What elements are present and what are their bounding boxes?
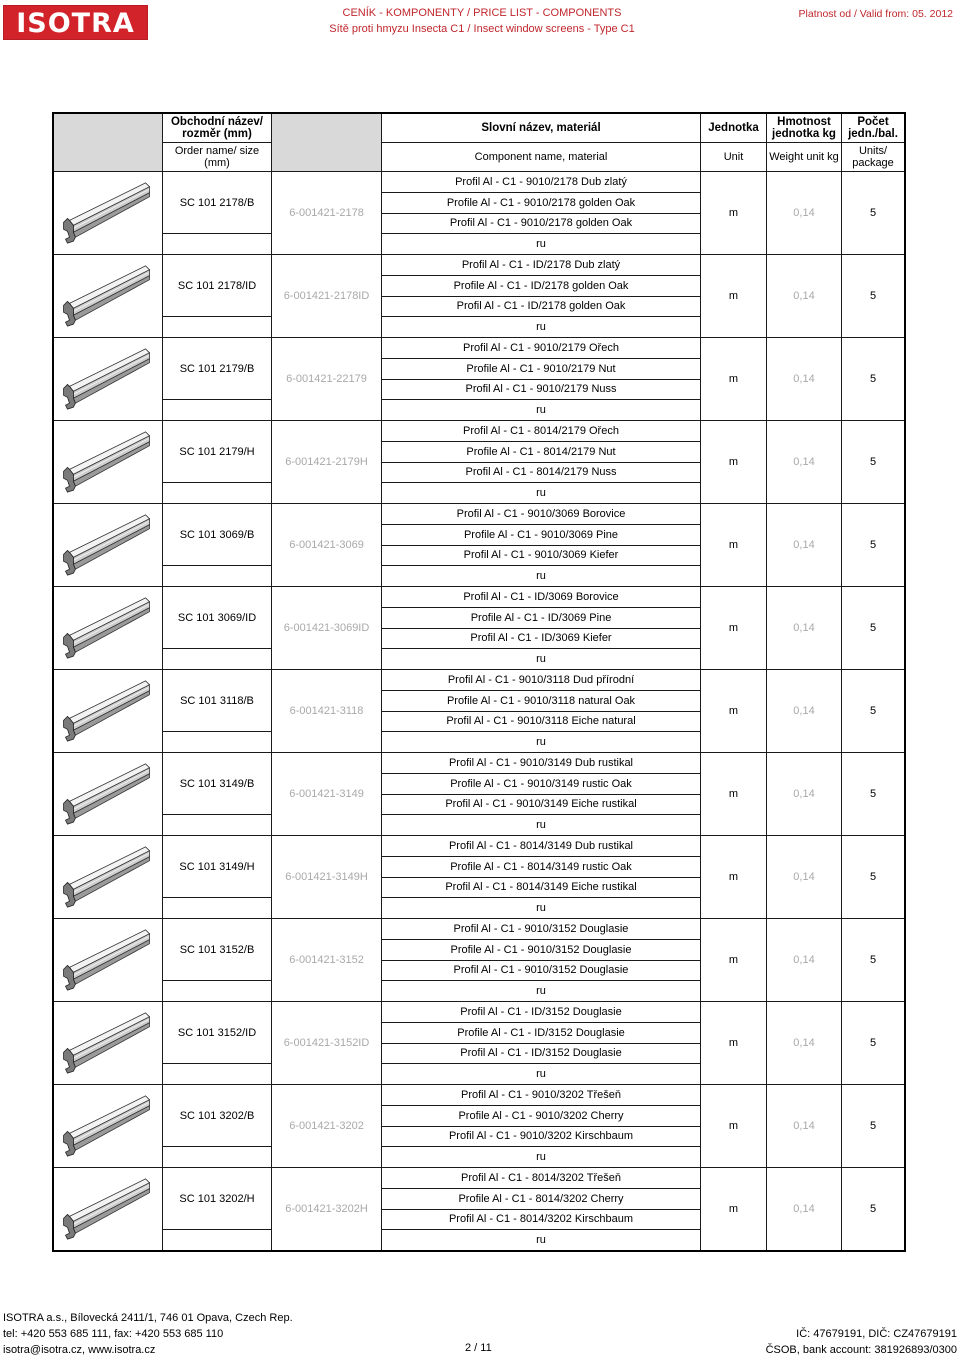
header-component-en: Component name, material xyxy=(382,143,700,171)
weight-value: 0,14 xyxy=(767,172,841,254)
weight-value: 0,14 xyxy=(767,670,841,752)
product-image-cell xyxy=(54,338,162,420)
valid-from-date: Platnost od / Valid from: 05. 2012 xyxy=(798,8,953,20)
component-name-de: Profil Al - C1 - 9010/3069 Kiefer xyxy=(382,546,700,566)
component-name-ru: ru xyxy=(382,317,700,337)
component-name-de: Profil Al - C1 - 9010/3202 Kirschbaum xyxy=(382,1127,700,1147)
component-name-cz: Profil Al - C1 - 9010/2179 Ořech xyxy=(382,338,700,358)
header-unit-cz: Jednotka xyxy=(701,114,766,142)
isotra-logo: ISOTRA xyxy=(3,5,148,40)
unit-value: m xyxy=(701,1085,766,1167)
aluminium-profile-image xyxy=(54,670,162,752)
product-image-cell xyxy=(54,504,162,586)
weight-value: 0,14 xyxy=(767,255,841,337)
component-name-de: Profil Al - C1 - ID/3152 Douglasie xyxy=(382,1044,700,1064)
product-image-cell xyxy=(54,421,162,503)
component-name-cz: Profil Al - C1 - 9010/3202 Třešeň xyxy=(382,1085,700,1105)
product-image-cell xyxy=(54,1168,162,1250)
order-name: SC 101 3069/ID xyxy=(163,587,271,648)
unit-value: m xyxy=(701,338,766,420)
order-code: 6-001421-3149H xyxy=(272,836,381,918)
aluminium-profile-image xyxy=(54,1002,162,1084)
order-code: 6-001421-2178 xyxy=(272,172,381,254)
component-name-cz: Profil Al - C1 - 9010/2178 Dub zlatý xyxy=(382,172,700,192)
aluminium-profile-image xyxy=(54,919,162,1001)
component-name-en: Profile Al - C1 - 9010/3202 Cherry xyxy=(382,1106,700,1126)
order-name-blank-cell xyxy=(163,317,271,337)
order-code: 6-001421-3152ID xyxy=(272,1002,381,1084)
component-name-ru: ru xyxy=(382,981,700,1001)
order-code: 6-001421-3118 xyxy=(272,670,381,752)
price-list-table xyxy=(52,112,906,1252)
order-name-blank-cell xyxy=(163,815,271,835)
component-name-de: Profil Al - C1 - 9010/3152 Douglasie xyxy=(382,961,700,981)
order-name-blank-cell xyxy=(163,732,271,752)
component-name-cz: Profil Al - C1 - 8014/3202 Třešeň xyxy=(382,1168,700,1188)
product-image-cell xyxy=(54,1002,162,1084)
units-per-package: 5 xyxy=(842,670,904,752)
order-name-blank-cell xyxy=(163,400,271,420)
aluminium-profile-image xyxy=(54,421,162,503)
component-name-ru: ru xyxy=(382,1147,700,1167)
component-name-cz: Profil Al - C1 - 9010/3152 Douglasie xyxy=(382,919,700,939)
unit-value: m xyxy=(701,172,766,254)
component-name-ru: ru xyxy=(382,1230,700,1250)
page-number: 2 / 11 xyxy=(465,1342,492,1354)
unit-value: m xyxy=(701,836,766,918)
order-name-blank-cell xyxy=(163,649,271,669)
footer-phone: tel: +420 553 685 111, fax: +420 553 685 110 xyxy=(3,1328,224,1340)
document-title: CENÍK - KOMPONENTY / PRICE LIST - COMPONENTS xyxy=(342,7,622,19)
component-name-ru: ru xyxy=(382,483,700,503)
order-name: SC 101 2178/B xyxy=(163,172,271,233)
component-name-cz: Profil Al - C1 - ID/3069 Borovice xyxy=(382,587,700,607)
order-name: SC 101 3152/B xyxy=(163,919,271,980)
product-image-cell xyxy=(54,172,162,254)
unit-value: m xyxy=(701,919,766,1001)
order-name: SC 101 3069/B xyxy=(163,504,271,565)
unit-value: m xyxy=(701,255,766,337)
weight-value: 0,14 xyxy=(767,1085,841,1167)
order-name-blank-cell xyxy=(163,1064,271,1084)
footer-bank-account: ČSOB, bank account: 381926893/0300 xyxy=(765,1344,957,1356)
order-code: 6-001421-3202H xyxy=(272,1168,381,1250)
component-name-en: Profile Al - C1 - 9010/2179 Nut xyxy=(382,359,700,379)
order-code: 6-001421-2179H xyxy=(272,421,381,503)
header-weight-cz: Hmotnost jednotka kg xyxy=(767,114,841,142)
weight-value: 0,14 xyxy=(767,836,841,918)
order-name: SC 101 3118/B xyxy=(163,670,271,731)
component-name-ru: ru xyxy=(382,566,700,586)
component-name-en: Profile Al - C1 - 8014/3202 Cherry xyxy=(382,1189,700,1209)
weight-value: 0,14 xyxy=(767,919,841,1001)
units-per-package: 5 xyxy=(842,1002,904,1084)
aluminium-profile-image xyxy=(54,587,162,669)
units-per-package: 5 xyxy=(842,255,904,337)
component-name-en: Profile Al - C1 - 9010/3152 Douglasie xyxy=(382,940,700,960)
unit-value: m xyxy=(701,504,766,586)
component-name-ru: ru xyxy=(382,898,700,918)
footer-web: isotra@isotra.cz, www.isotra.cz xyxy=(3,1344,156,1356)
units-per-package: 5 xyxy=(842,587,904,669)
units-per-package: 5 xyxy=(842,421,904,503)
product-image-cell xyxy=(54,1085,162,1167)
component-name-de: Profil Al - C1 - 9010/3118 Eiche natural xyxy=(382,712,700,732)
order-name: SC 101 3202/B xyxy=(163,1085,271,1146)
component-name-de: Profil Al - C1 - 8014/3149 Eiche rustikal xyxy=(382,878,700,898)
weight-value: 0,14 xyxy=(767,587,841,669)
unit-value: m xyxy=(701,753,766,835)
component-name-en: Profile Al - C1 - 8014/2179 Nut xyxy=(382,442,700,462)
weight-value: 0,14 xyxy=(767,338,841,420)
units-per-package: 5 xyxy=(842,338,904,420)
order-name: SC 101 3149/H xyxy=(163,836,271,897)
unit-value: m xyxy=(701,587,766,669)
component-name-cz: Profil Al - C1 - 9010/3149 Dub rustikal xyxy=(382,753,700,773)
aluminium-profile-image xyxy=(54,1168,162,1250)
header-unit-en: Unit xyxy=(701,143,766,171)
component-name-ru: ru xyxy=(382,732,700,752)
weight-value: 0,14 xyxy=(767,421,841,503)
header-image-column xyxy=(54,114,162,171)
component-name-ru: ru xyxy=(382,1064,700,1084)
component-name-en: Profile Al - C1 - 9010/2178 golden Oak xyxy=(382,193,700,213)
aluminium-profile-image xyxy=(54,836,162,918)
unit-value: m xyxy=(701,421,766,503)
component-name-cz: Profil Al - C1 - 9010/3118 Dud přírodní xyxy=(382,670,700,690)
header-count-cz: Počet jedn./bal. xyxy=(842,114,904,142)
component-name-cz: Profil Al - C1 - 8014/2179 Ořech xyxy=(382,421,700,441)
order-code: 6-001421-3149 xyxy=(272,753,381,835)
header-count-en: Units/ package xyxy=(842,143,904,171)
product-image-cell xyxy=(54,670,162,752)
component-name-de: Profil Al - C1 - 9010/3149 Eiche rustikal xyxy=(382,795,700,815)
order-code: 6-001421-3152 xyxy=(272,919,381,1001)
product-image-cell xyxy=(54,255,162,337)
product-image-cell xyxy=(54,587,162,669)
header-order-code-column xyxy=(272,114,381,171)
component-name-ru: ru xyxy=(382,234,700,254)
order-code: 6-001421-3069ID xyxy=(272,587,381,669)
weight-value: 0,14 xyxy=(767,1168,841,1250)
weight-value: 0,14 xyxy=(767,504,841,586)
component-name-en: Profile Al - C1 - ID/2178 golden Oak xyxy=(382,276,700,296)
product-image-cell xyxy=(54,753,162,835)
component-name-de: Profil Al - C1 - ID/2178 golden Oak xyxy=(382,297,700,317)
units-per-package: 5 xyxy=(842,1085,904,1167)
units-per-package: 5 xyxy=(842,836,904,918)
order-name: SC 101 2179/H xyxy=(163,421,271,482)
order-name: SC 101 3152/ID xyxy=(163,1002,271,1063)
header-weight-en: Weight unit kg xyxy=(767,143,841,171)
component-name-de: Profil Al - C1 - 8014/3202 Kirschbaum xyxy=(382,1210,700,1230)
units-per-package: 5 xyxy=(842,504,904,586)
unit-value: m xyxy=(701,1168,766,1250)
units-per-package: 5 xyxy=(842,1168,904,1250)
header-component-cz: Slovní název, materiál xyxy=(382,114,700,142)
aluminium-profile-image xyxy=(54,338,162,420)
aluminium-profile-image xyxy=(54,504,162,586)
component-name-de: Profil Al - C1 - 9010/2179 Nuss xyxy=(382,380,700,400)
component-name-ru: ru xyxy=(382,649,700,669)
weight-value: 0,14 xyxy=(767,753,841,835)
order-name-blank-cell xyxy=(163,234,271,254)
product-image-cell xyxy=(54,836,162,918)
aluminium-profile-image xyxy=(54,172,162,254)
aluminium-profile-image xyxy=(54,1085,162,1167)
aluminium-profile-image xyxy=(54,255,162,337)
component-name-en: Profile Al - C1 - 9010/3118 natural Oak xyxy=(382,691,700,711)
order-code: 6-001421-3069 xyxy=(272,504,381,586)
order-name-blank-cell xyxy=(163,566,271,586)
header-order-name-cz: Obchodní název/ rozměr (mm) xyxy=(163,114,271,142)
order-name: SC 101 2178/ID xyxy=(163,255,271,316)
component-name-cz: Profil Al - C1 - ID/3152 Douglasie xyxy=(382,1002,700,1022)
component-name-en: Profile Al - C1 - 9010/3149 rustic Oak xyxy=(382,774,700,794)
unit-value: m xyxy=(701,1002,766,1084)
component-name-cz: Profil Al - C1 - 8014/3149 Dub rustikal xyxy=(382,836,700,856)
component-name-cz: Profil Al - C1 - 9010/3069 Borovice xyxy=(382,504,700,524)
units-per-package: 5 xyxy=(842,172,904,254)
footer-address: ISOTRA a.s., Bílovecká 2411/1, 746 01 Opava, Czech Rep. xyxy=(3,1312,293,1324)
order-name-blank-cell xyxy=(163,1147,271,1167)
component-name-en: Profile Al - C1 - 8014/3149 rustic Oak xyxy=(382,857,700,877)
component-name-ru: ru xyxy=(382,815,700,835)
order-code: 6-001421-22179 xyxy=(272,338,381,420)
units-per-package: 5 xyxy=(842,753,904,835)
order-name: SC 101 3149/B xyxy=(163,753,271,814)
order-name: SC 101 2179/B xyxy=(163,338,271,399)
unit-value: m xyxy=(701,670,766,752)
order-code: 6-001421-3202 xyxy=(272,1085,381,1167)
component-name-cz: Profil Al - C1 - ID/2178 Dub zlatý xyxy=(382,255,700,275)
component-name-en: Profile Al - C1 - 9010/3069 Pine xyxy=(382,525,700,545)
component-name-en: Profile Al - C1 - ID/3069 Pine xyxy=(382,608,700,628)
aluminium-profile-image xyxy=(54,753,162,835)
order-name-blank-cell xyxy=(163,981,271,1001)
component-name-ru: ru xyxy=(382,400,700,420)
units-per-package: 5 xyxy=(842,919,904,1001)
product-image-cell xyxy=(54,919,162,1001)
component-name-de: Profil Al - C1 - 9010/2178 golden Oak xyxy=(382,214,700,234)
order-name-blank-cell xyxy=(163,483,271,503)
footer-company-ids: IČ: 47679191, DIČ: CZ47679191 xyxy=(796,1328,957,1340)
order-name-blank-cell xyxy=(163,898,271,918)
component-name-en: Profile Al - C1 - ID/3152 Douglasie xyxy=(382,1023,700,1043)
order-code: 6-001421-2178ID xyxy=(272,255,381,337)
weight-value: 0,14 xyxy=(767,1002,841,1084)
component-name-de: Profil Al - C1 - 8014/2179 Nuss xyxy=(382,463,700,483)
order-name-blank-cell xyxy=(163,1230,271,1250)
header-order-name-en: Order name/ size (mm) xyxy=(163,143,271,171)
order-name: SC 101 3202/H xyxy=(163,1168,271,1229)
component-name-de: Profil Al - C1 - ID/3069 Kiefer xyxy=(382,629,700,649)
document-subtitle: Sítě proti hmyzu Insecta C1 / Insect window screens - Type C1 xyxy=(329,23,635,35)
